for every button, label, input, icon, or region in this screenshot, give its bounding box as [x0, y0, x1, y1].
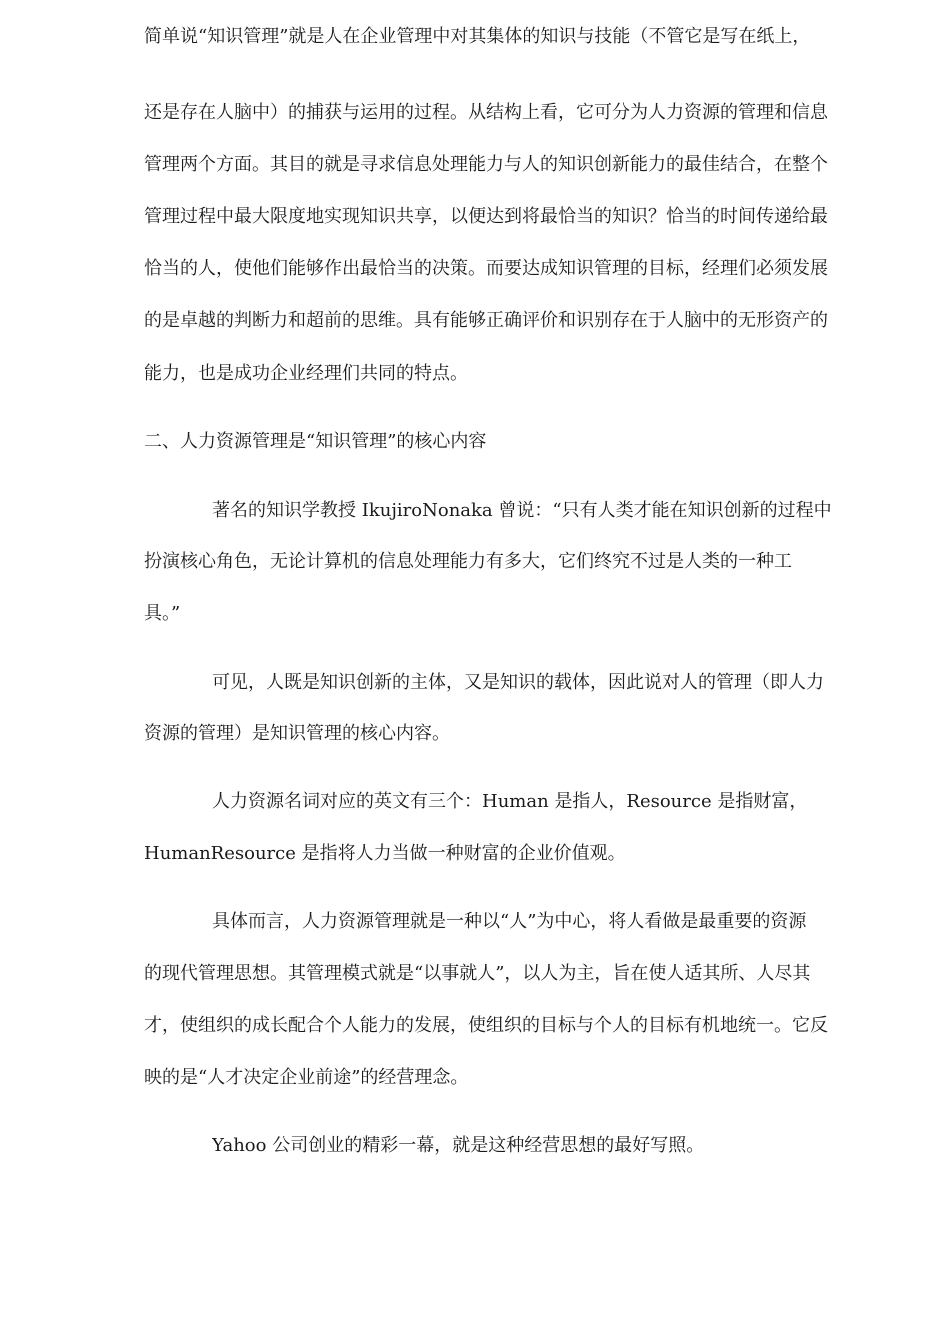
text-line: 映的是“人才决定企业前途”的经营理念。 — [144, 1067, 469, 1088]
text-line: 可见，人既是知识创新的主体，又是知识的载体，因此说对人的管理（即人力 — [212, 672, 824, 693]
text-line: 资源的管理）是知识管理的核心内容。 — [144, 723, 450, 744]
text-line: 人力资源名词对应的英文有三个：Human 是指人，Resource 是指财富， — [212, 791, 808, 812]
text-line: 的是卓越的判断力和超前的思维。具有能够正确评价和识别存在于人脑中的无形资产的 — [144, 310, 828, 331]
text-line: Yahoo 公司创业的精彩一幕，就是这种经营思想的最好写照。 — [212, 1135, 705, 1156]
text-line: 管理过程中最大限度地实现知识共享，以便达到将最恰当的知识？恰当的时间传递给最 — [144, 206, 828, 227]
text-line: 扮演核心角色，无论计算机的信息处理能力有多大，它们终究不过是人类的一种工 — [144, 551, 792, 572]
text-line: HumanResource 是指将人力当做一种财富的企业价值观。 — [144, 843, 626, 864]
section-heading: 二、人力资源管理是“知识管理”的核心内容 — [144, 431, 487, 452]
text-line: 具体而言，人力资源管理就是一种以“人”为中心，将人看做是最重要的资源 — [212, 911, 807, 932]
text-line: 才，使组织的成长配合个人能力的发展，使组织的目标与个人的目标有机地统一。它反 — [144, 1015, 828, 1036]
text-line: 简单说“知识管理”就是人在企业管理中对其集体的知识与技能（不管它是写在纸上， — [144, 26, 811, 47]
text-line: 的现代管理思想。其管理模式就是“以事就人”，以人为主，旨在使人适其所、人尽其 — [144, 963, 811, 984]
text-line: 恰当的人，使他们能够作出最恰当的决策。而要达成知识管理的目标，经理们必须发展 — [144, 258, 828, 279]
text-line: 著名的知识学教授 IkujiroNonaka 曾说：“只有人类才能在知识创新的过程中 — [212, 500, 832, 521]
text-line: 管理两个方面。其目的就是寻求信息处理能力与人的知识创新能力的最佳结合，在整个 — [144, 154, 828, 175]
text-line: 能力，也是成功企业经理们共同的特点。 — [144, 363, 468, 384]
text-line: 还是存在人脑中）的捕获与运用的过程。从结构上看，它可分为人力资源的管理和信息 — [144, 102, 828, 123]
text-line: 具。” — [144, 603, 181, 624]
